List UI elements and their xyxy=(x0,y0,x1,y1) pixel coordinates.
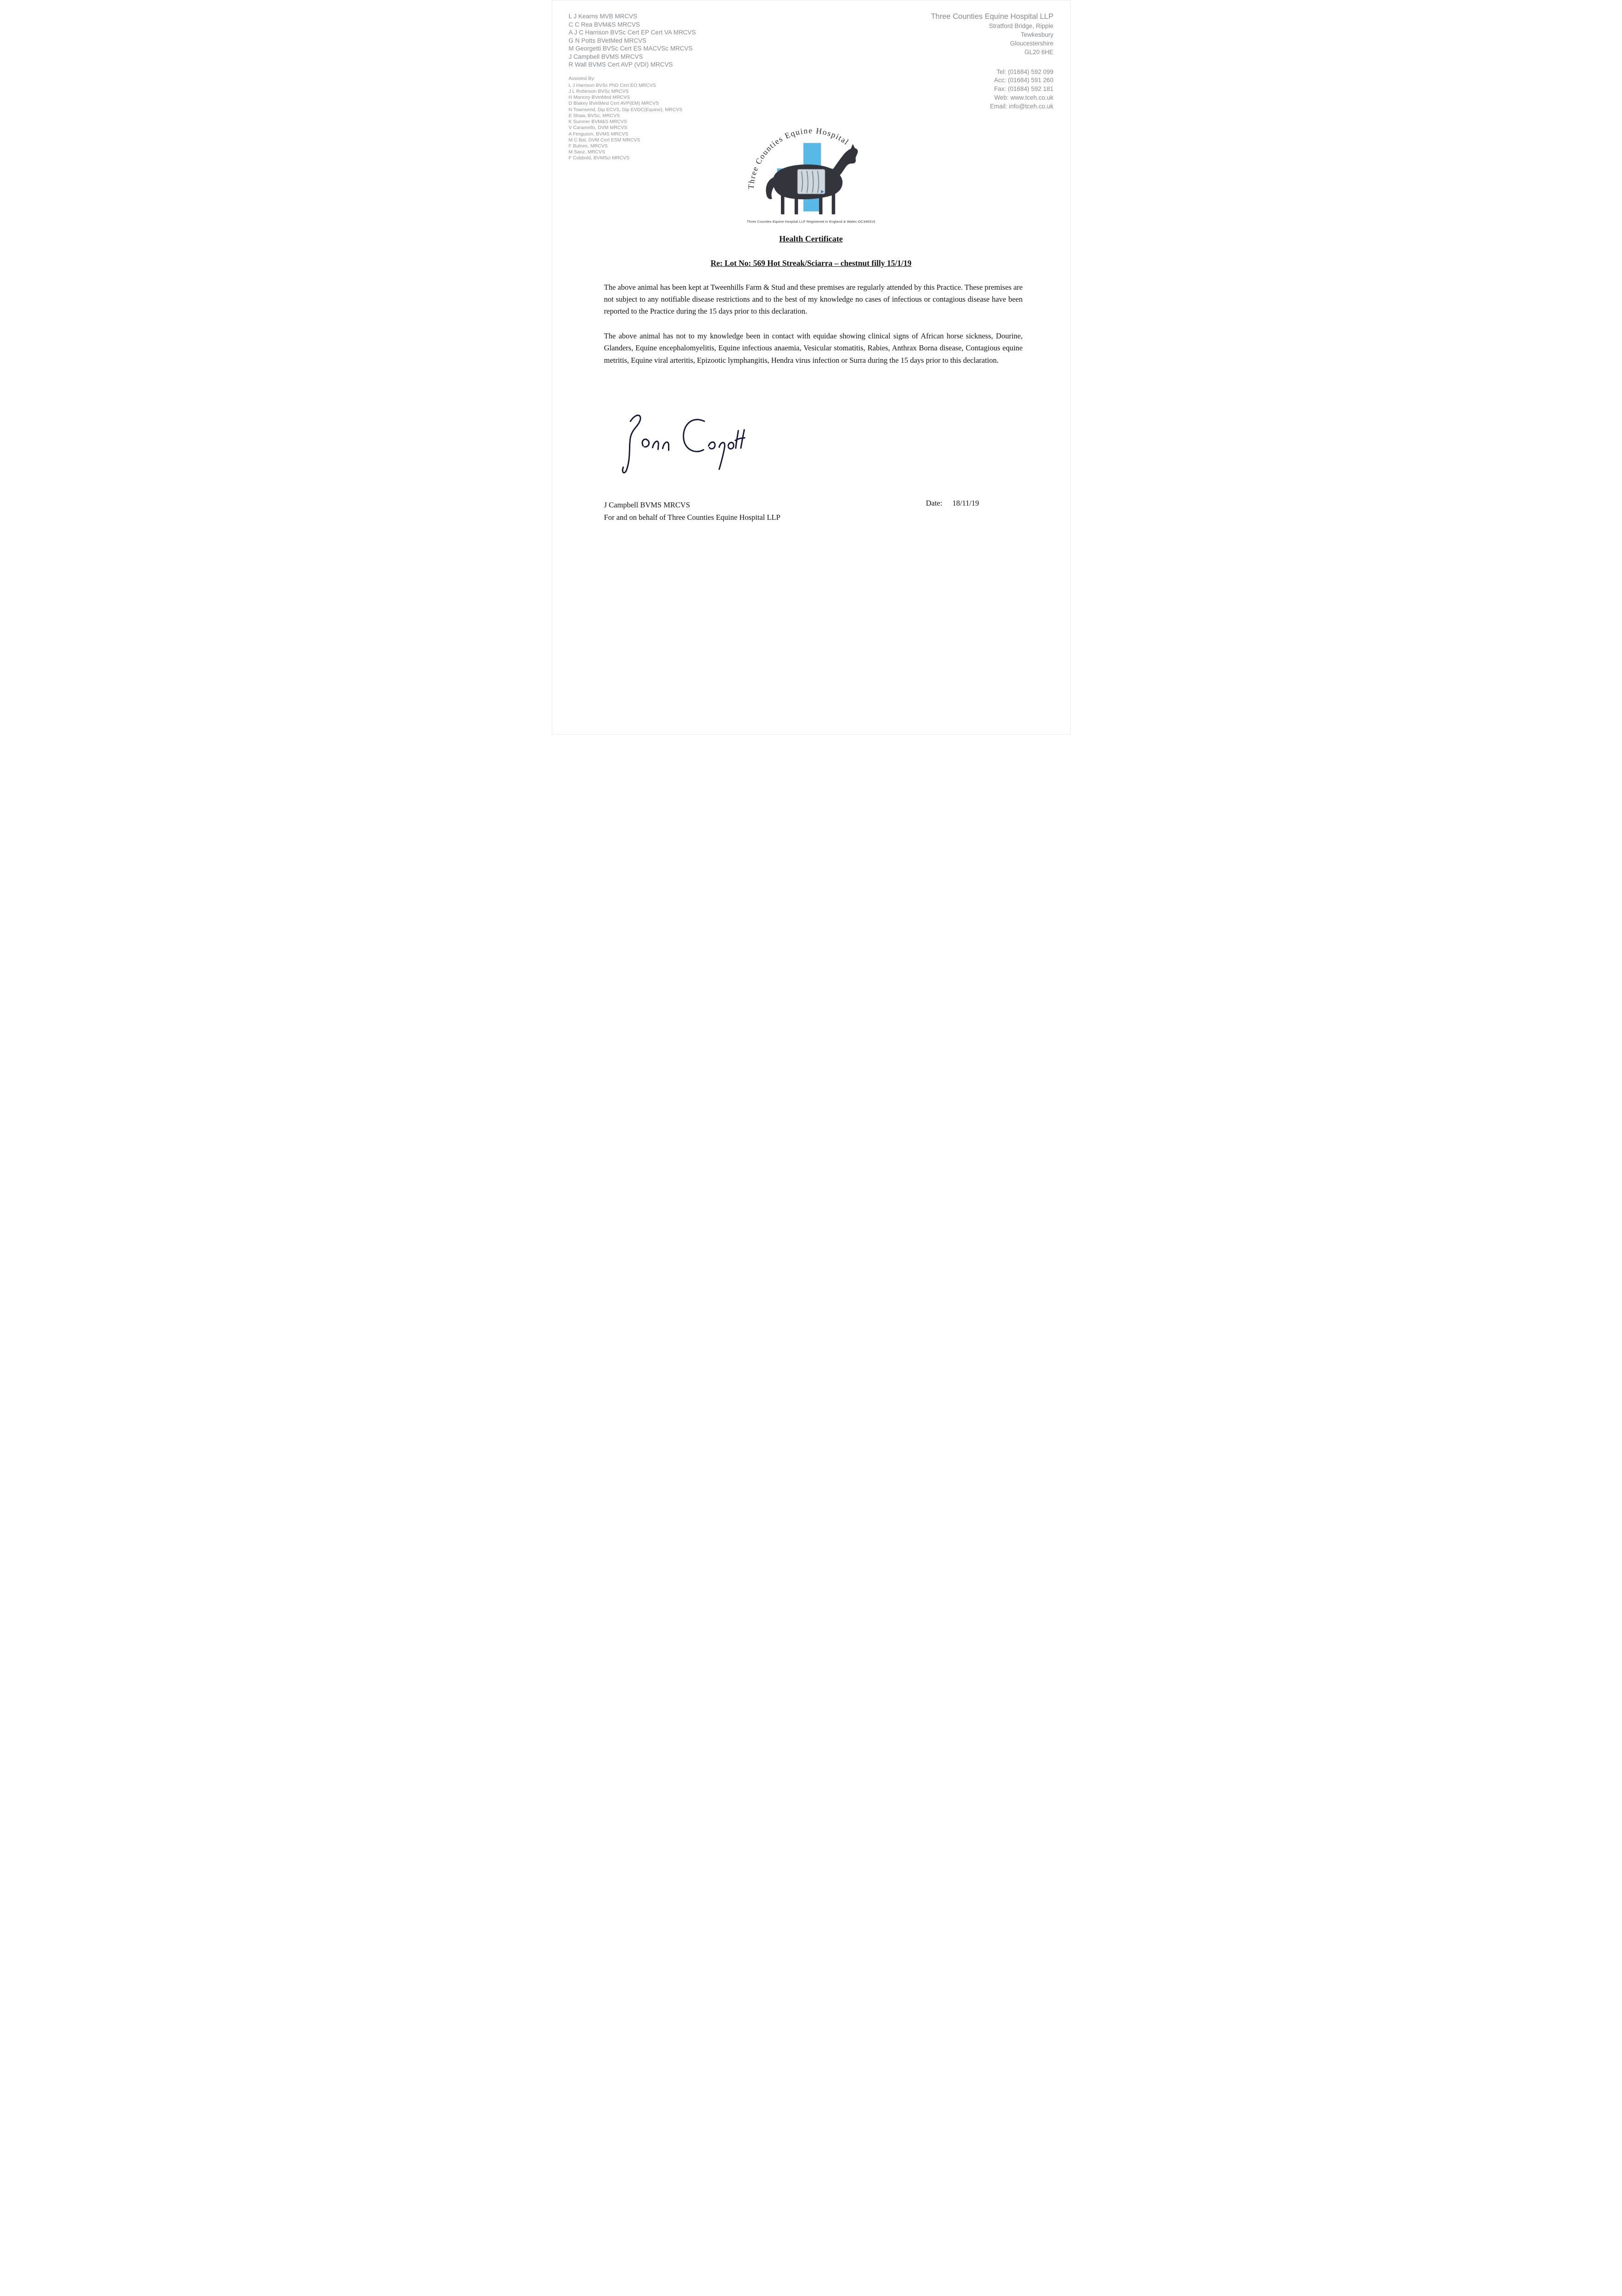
document-page xyxy=(552,0,1071,735)
paragraph: The above animal has been kept at Tweenhills Farm & Stud and these premises are regularly attended by this Practice. These premises are not subject to any notifiable disease restrictions and to the best of my knowledge no cases of infectious or contagious disease have been reported to the Practice during the 15 days prior to this declaration. xyxy=(604,282,1023,316)
staff-member: J Campbell BVMS MRCVS xyxy=(568,53,643,60)
assistant-member: N Townsend, Dip ECVS, Dip EVDC(Equine), MRCVS xyxy=(568,107,683,113)
practice-address-column xyxy=(931,12,1054,111)
staff-member: G N Potts BVetMed MRCVS xyxy=(568,37,647,44)
date-label: Date: xyxy=(926,499,943,508)
paragraph: The above animal has not to my knowledge been in contact with equidae showing clinical signs of African horse sickness, Dourine, Glanders, Equine encephalomyelitis, Equine infectious anaemia, Vesicular stomatitis, Rabies, Anthrax Borna disease, Contagious equine metritis, Equine viral arteritis, Epizootic lymphangitis, Hendra virus infection or Surra during the 15 days prior to this declaration. xyxy=(604,331,1023,365)
assistant-member: E Shaw, BVSc, MRCVS xyxy=(568,113,620,118)
assistant-member: M C Bal, DVM Cert ESM MRCVS xyxy=(568,137,640,143)
practice-name: Three Counties Equine Hospital LLP xyxy=(931,12,1054,21)
date-block xyxy=(926,499,979,508)
staff-member: M Georgetti BVSc Cert ES MACVSc MRCVS xyxy=(568,45,693,52)
date-value: 18/11/19 xyxy=(952,499,979,508)
signature-block xyxy=(612,407,1023,475)
accounts-line: Acc: (01684) 591 260 xyxy=(994,77,1054,84)
address-line: Stratford Bridge, Ripple xyxy=(989,23,1054,29)
partner-list xyxy=(569,12,696,69)
document-title: Health Certificate xyxy=(779,234,843,243)
signature-scribble xyxy=(612,407,764,475)
staff-column xyxy=(569,12,696,162)
assistant-member: D Blakey BVetMed Cert AVP(EM) MRCVS xyxy=(568,101,659,107)
staff-member: C C Rea BVM&S MRCVS xyxy=(568,21,640,28)
assistant-member: A Ferguson, BVMS MRCVS xyxy=(568,131,629,137)
assistant-member: L J Harrison BVSc PhD Cert EO MRCVS xyxy=(568,82,656,88)
address-line: GL20 6HE xyxy=(1024,48,1054,56)
logo-registered-text: Three Counties Equine Hospital LLP Registered in England & Wales OC346516 xyxy=(746,219,876,224)
document-body xyxy=(569,281,1054,524)
signatory-name: J Campbell BVMS MRCVS xyxy=(604,501,690,510)
staff-member: A J C Harrison BVSc Cert EP Cert VA MRCVS xyxy=(568,29,696,36)
signoff-row xyxy=(604,499,1023,523)
assistant-member: M Sanz, MRCVS xyxy=(568,149,605,155)
assistant-list xyxy=(569,83,696,162)
assistant-member: H Mancey BVetMed MRCVS xyxy=(568,95,630,101)
practice-logo xyxy=(738,118,885,224)
assistant-member: V Caramello, DVM MRCVS xyxy=(568,125,628,131)
staff-member: R Wall BVMS Cert AVP (VDI) MRCVS xyxy=(568,61,673,68)
assistant-member: F Cobbold, BVMSci MRCVS xyxy=(568,155,629,161)
web-line: Web: www.tceh.co.uk xyxy=(994,94,1054,101)
assisted-by-label: Assisted By: xyxy=(568,75,595,81)
assistant-member: K Sumner BVM&S MRCVS xyxy=(568,119,627,125)
address-line: Tewkesbury xyxy=(1021,31,1054,38)
fax-line: Fax: (01684) 592 181 xyxy=(994,85,1054,93)
address-line: Gloucestershire xyxy=(1010,39,1054,47)
assistant-member: J L Robinson BVSc MRCVS xyxy=(568,89,629,95)
on-behalf-line: For and on behalf of Three Counties Equine Hospital LLP xyxy=(604,513,780,522)
logo-arc-text: Three Counties Equine Hospital xyxy=(746,126,851,190)
xray-panel-icon xyxy=(797,169,825,194)
contact-block xyxy=(931,68,1054,111)
assistant-member: F Bulnes, MRCVS xyxy=(568,143,608,149)
horse-cross-logo-icon xyxy=(738,118,885,216)
email-line: Email: info@tceh.co.uk xyxy=(990,103,1054,110)
document-subject-line: Re: Lot No: 569 Hot Streak/Sciarra – chestnut filly 15/1/19 xyxy=(710,258,912,268)
staff-member: L J Kearns MVB MRCVS xyxy=(568,13,638,20)
phone-line: Tel: (01684) 592 099 xyxy=(996,68,1054,75)
signatory-block xyxy=(604,499,780,523)
